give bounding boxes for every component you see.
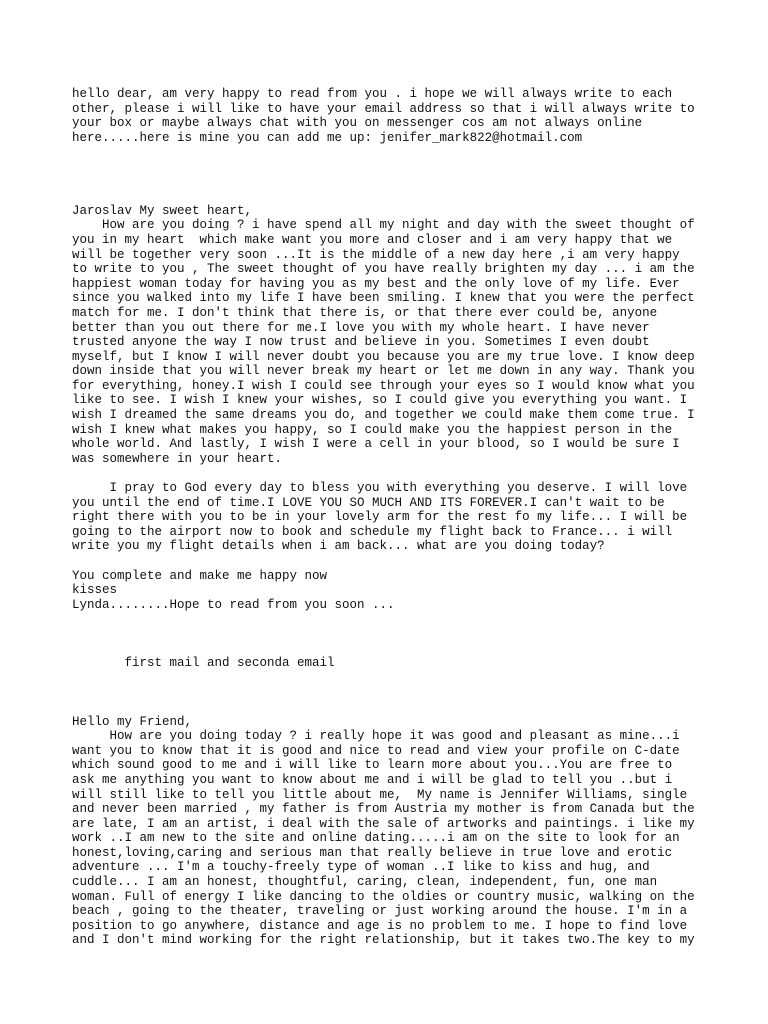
text-line: other, please i will like to have your email address so that i will always write to (72, 101, 695, 116)
text-line: down inside that you will never break my heart or let me down in any way. Thank you (72, 364, 695, 379)
text-line: want you to know that it is good and nice to read and view your profile on C-date (72, 743, 680, 758)
text-line: going to the airport now to book and schedule my flight back to France... i will (72, 524, 673, 539)
text-line: happiest woman today for having you as my best and the only love of my life. Ever (72, 276, 680, 291)
text-line: Hello my Friend, (72, 714, 193, 729)
text-line: woman. Full of energy I like dancing to the oldies or country music, walking on the (72, 889, 695, 904)
text-line: here.....here is mine you can add me up: jenifer_mark822@hotmail.com (72, 130, 583, 145)
text-line: I pray to God every day to bless you with everything you deserve. I will love (72, 481, 688, 496)
text-line: write you my flight details when i am back... what are you doing today? (72, 539, 605, 554)
text-line: you in my heart which make want you more and closer and i am very happy that we (72, 232, 673, 247)
text-line: for everything, honey.I wish I could see through your eyes so I would know what you (72, 378, 695, 393)
email-text-body (72, 87, 752, 948)
text-line: Jaroslav My sweet heart, (72, 203, 253, 218)
text-line: since you walked into my life I have been smiling. I knew that you were the perfect (72, 291, 695, 306)
text-line: cuddle... I am an honest, thoughtful, caring, clean, independent, fun, one man (72, 875, 658, 890)
text-line: work ..I am new to the site and online dating.....i am on the site to look for an (72, 831, 680, 846)
text-line: hello dear, am very happy to read from you . i hope we will always write to each (72, 87, 673, 101)
text-line: will still like to tell you little about me, My name is Jennifer Williams, single (72, 787, 688, 802)
text-line: honest,loving,caring and serious man that really believe in true love and erotic (72, 845, 673, 860)
text-line: are late, I am an artist, i deal with the sale of artworks and paintings. i like my (72, 816, 695, 831)
text-line: trusted anyone the way I now trust and believe in you. Sometimes I even doubt (72, 335, 650, 350)
text-line: and never been married , my father is from Austria my mother is from Canada but the (72, 802, 695, 817)
text-line: and I don't mind working for the right relationship, but it takes two.The key to my (72, 933, 695, 948)
text-line: which sound good to me and i will like to learn more about you...You are free to (72, 758, 673, 773)
text-line: match for me. I don't think that there is, or that there ever could be, anyone (72, 305, 658, 320)
text-line: first mail and seconda email (72, 656, 335, 671)
text-line: your box or maybe always chat with you on messenger cos am not always online (72, 116, 643, 131)
text-line: right there with you to be in your lovely arm for the rest fo my life... I will be (72, 510, 688, 525)
text-line: adventure ... I'm a touchy-freely type of woman ..I like to kiss and hug, and (72, 860, 650, 875)
text-line: wish I dreamed the same dreams you do, and together we could make them come true. I (72, 408, 695, 423)
text-line: like to see. I wish I knew your wishes, so I could give you everything you want. I (72, 393, 688, 408)
text-line: you until the end of time.I LOVE YOU SO MUCH AND ITS FOREVER.I can't wait to be (72, 495, 665, 510)
text-line: myself, but I know I will never doubt you because you are my true love. I know deep (72, 349, 695, 364)
text-line: position to go anywhere, distance and age is no problem to me. I hope to find love (72, 918, 688, 933)
text-line: beach , going to the theater, traveling or just working around the house. I'm in a (72, 904, 688, 919)
text-line: will be together very soon ...It is the middle of a new day here ,i am very happy (72, 247, 680, 262)
text-line: to write to you , The sweet thought of you have really brighten my day ... i am the (72, 262, 695, 277)
text-line: Lynda........Hope to read from you soon ... (72, 597, 395, 612)
text-line: wish I knew what makes you happy, so I could make you the happiest person in the (72, 422, 673, 437)
text-line: whole world. And lastly, I wish I were a cell in your blood, so I would be sure I (72, 437, 680, 452)
text-line: kisses (72, 583, 118, 598)
text-line: was somewhere in your heart. (72, 451, 283, 466)
text-line: How are you doing ? i have spend all my night and day with the sweet thought of (72, 218, 695, 233)
text-line: ask me anything you want to know about me and i will be glad to tell you ..but i (72, 772, 673, 787)
text-line: You complete and make me happy now (72, 568, 328, 583)
text-line: better than you out there for me.I love you with my whole heart. I have never (72, 320, 650, 335)
text-line: How are you doing today ? i really hope it was good and pleasant as mine...i (72, 729, 680, 744)
